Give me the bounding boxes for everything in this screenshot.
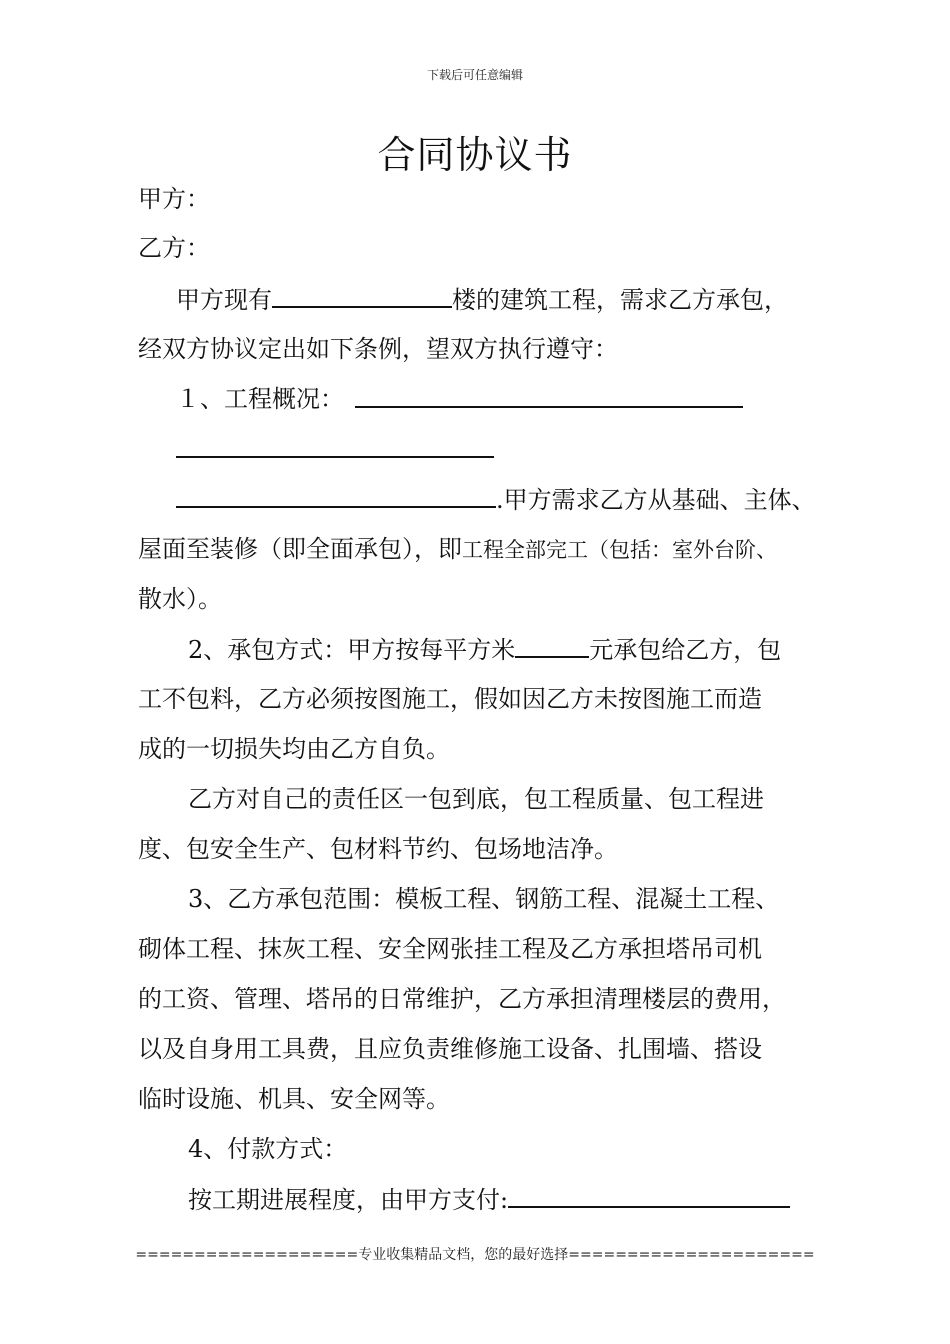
clause1-line-5: 散水）。 — [138, 585, 222, 613]
price-per-sqm-blank[interactable] — [515, 634, 589, 658]
party-a-label: 甲方： — [138, 185, 210, 213]
clause1-line-3 — [176, 484, 816, 515]
clause1-line-4-a: 屋面至装修（即全面承包），即 — [138, 535, 462, 563]
clause2-line-5: 度、包安全生产、包材料节约、包场地洁净。 — [138, 835, 618, 863]
clause3-line-1: 3、乙方承包范围：模板工程、钢筋工程、混凝土工程、 — [188, 885, 780, 913]
clause1-line-4-b: 工程全部完工（包括：室外台阶、 — [462, 538, 777, 562]
clause4-label: 4、付款方式： — [188, 1135, 348, 1163]
clause4-line-2-text: 按工期进展程度，由甲方支付: — [188, 1186, 509, 1214]
project-overview-blank-1[interactable] — [355, 406, 743, 408]
building-name-blank[interactable] — [272, 284, 452, 308]
intro-text-after-blank: 楼的建筑工程，需求乙方承包， — [452, 286, 788, 314]
clause2-line-2: 工不包料，乙方必须按图施工，假如因乙方未按图施工而造 — [138, 685, 762, 713]
clause3-line-2: 砌体工程、抹灰工程、安全网张挂工程及乙方承担塔吊司机 — [138, 935, 762, 963]
payment-terms-blank[interactable] — [508, 1184, 790, 1208]
project-overview-blank-3[interactable] — [176, 484, 496, 508]
project-overview-blank-2[interactable] — [176, 456, 494, 458]
footer-note: ===================专业收集精品文档，您的最好选择===================== — [135, 1247, 815, 1263]
clause2-line-1 — [188, 634, 781, 665]
clause3-line-5: 临时设施、机具、安全网等。 — [138, 1085, 450, 1113]
intro-line-2: 经双方协议定出如下条例，望双方执行遵守： — [138, 335, 618, 363]
clause1-line-3-text: .甲方需求乙方从基础、主体、 — [496, 486, 816, 514]
clause1-line-1 — [176, 384, 344, 414]
clause2-line-4: 乙方对自己的责任区一包到底，包工程质量、包工程进 — [188, 785, 764, 813]
clause4-line-2 — [188, 1184, 790, 1215]
document-title: 合同协议书 — [377, 133, 573, 177]
clause3-line-4: 以及自身用工具费，且应负责维修施工设备、扎围墙、搭设 — [138, 1035, 762, 1063]
clause1-line-4 — [138, 534, 777, 565]
clause2-line-3: 成的一切损失均由乙方自负。 — [138, 735, 450, 763]
intro-line-1 — [176, 284, 788, 315]
intro-text-before-blank: 甲方现有 — [176, 286, 272, 314]
clause2-text-before-blank: 2、承包方式：甲方按每平方米 — [188, 636, 516, 664]
header-note: 下载后可任意编辑 — [426, 68, 523, 82]
clause1-label: １、工程概况： — [176, 385, 344, 413]
clause2-text-after-blank: 元承包给乙方，包 — [589, 636, 782, 664]
party-b-label: 乙方： — [138, 234, 210, 262]
clause3-line-3: 的工资、管理、塔吊的日常维护，乙方承担清理楼层的费用， — [138, 985, 786, 1013]
